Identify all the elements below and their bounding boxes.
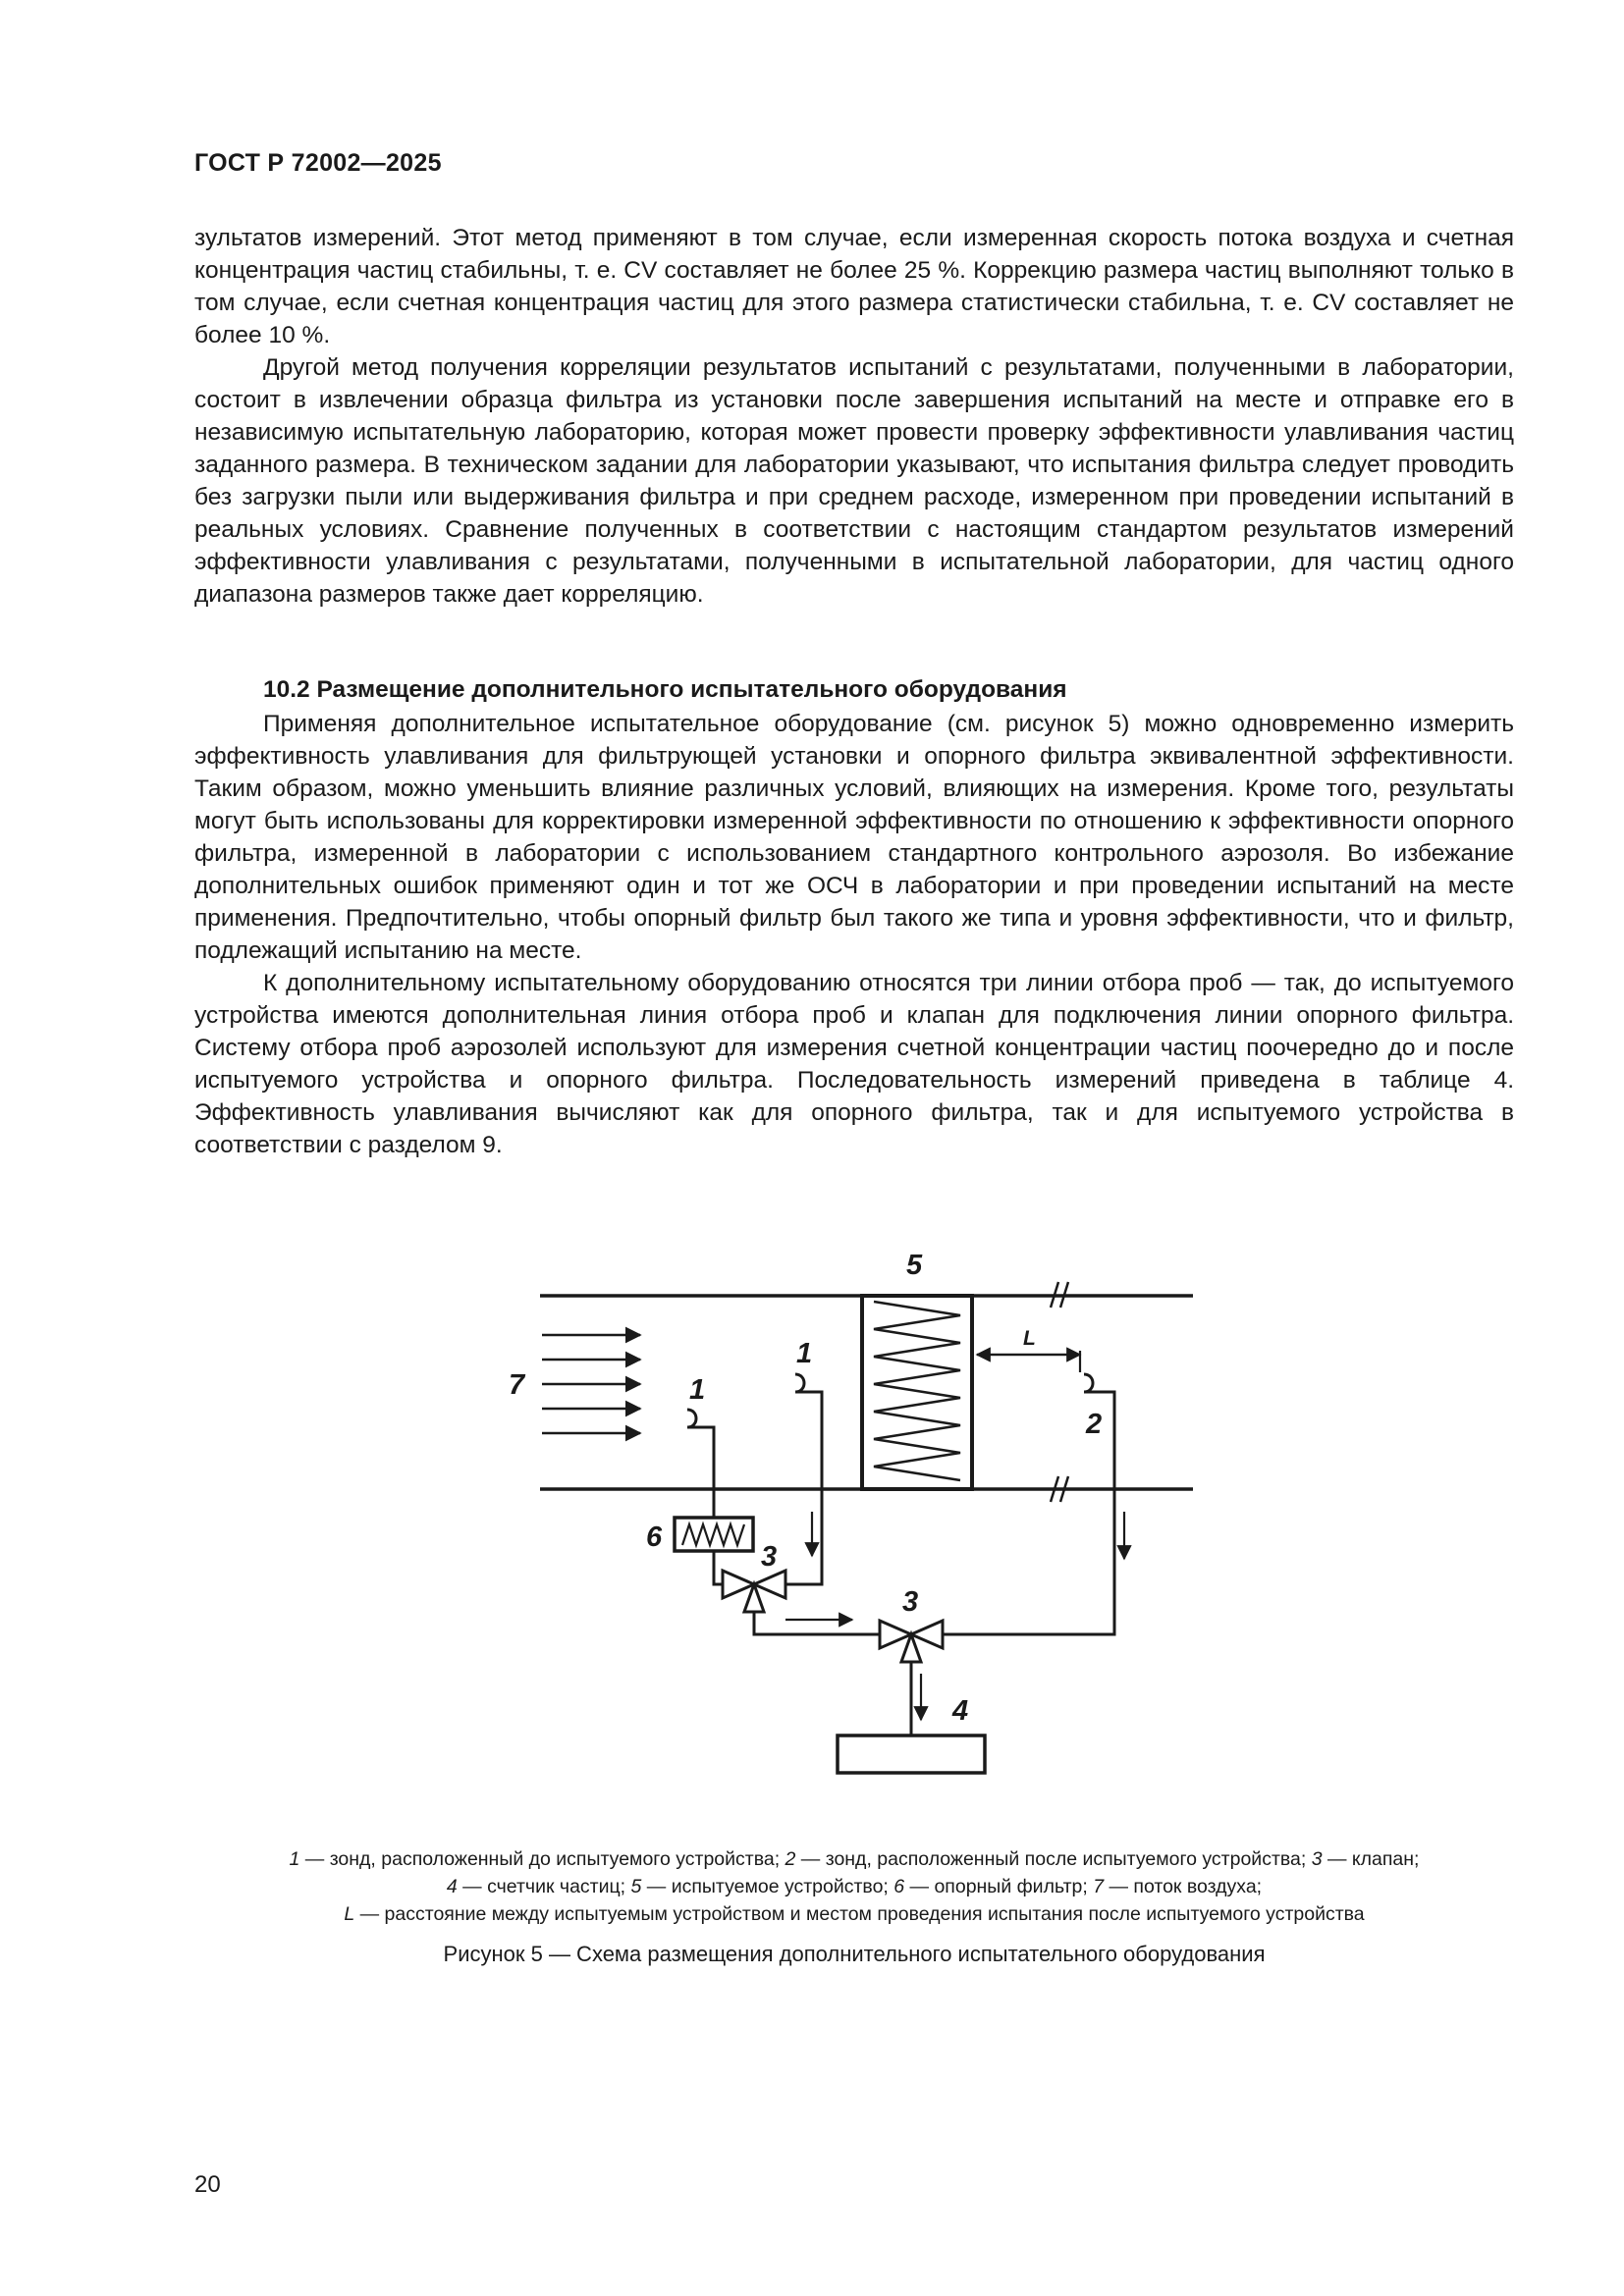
probe-downstream xyxy=(1084,1374,1093,1392)
legend-num: 1 xyxy=(289,1848,300,1870)
legend-text: — зонд, расположенный до испытуемого устройства; xyxy=(299,1848,785,1870)
legend-text: — счетчик частиц; xyxy=(457,1876,631,1897)
legend-line-3 xyxy=(194,1900,1514,1928)
section-heading-wrap xyxy=(194,673,1514,706)
figure-diagram xyxy=(491,1217,1237,1826)
body-text-block-2 xyxy=(194,708,1514,1161)
legend-num: 6 xyxy=(893,1876,905,1897)
page-number: 20 xyxy=(194,2171,221,2198)
label-1-upper: 1 xyxy=(796,1338,813,1369)
label-6: 6 xyxy=(646,1522,663,1553)
label-4: 4 xyxy=(952,1695,969,1727)
figure-caption: Рисунок 5 — Схема размещения дополнительного испытательного оборудования xyxy=(443,1942,1266,1966)
probe-upstream-upper xyxy=(795,1374,804,1392)
legend-text: — поток воздуха; xyxy=(1104,1876,1263,1897)
paragraph-2: Другой метод получения корреляции результатов испытаний с результатами, полученными в лаборатории, состоит в извлечении образца фильтра из установки после завершения испытаний на месте и отправке его в независимую испытательную лабораторию, которая может провести проверку эффективности улавливания частиц заданного размера. В техническом задании для лаборатории указывают, что испытания фильтра следует проводить без загрузки пыли или выдерживания фильтра и при среднем расходе, измеренном при проведении испытаний в реальных условиях. Сравнение полученных в соответствии с настоящим стандартом результатов измерений эффективности улавливания с результатами, полученными в испытательной лаборатории, для частиц одного диапазона размеров также дает корреляцию. xyxy=(194,354,1514,608)
airflow-arrows xyxy=(542,1335,640,1433)
legend-text: — клапан; xyxy=(1322,1848,1420,1870)
legend-num: 3 xyxy=(1311,1848,1323,1870)
label-3-first: 3 xyxy=(761,1541,778,1573)
label-5: 5 xyxy=(906,1250,923,1281)
legend-text: — расстояние между испытуемым устройством и местом проведения испытания после испытуемого устройства xyxy=(354,1903,1365,1925)
legend-num: L xyxy=(344,1903,355,1925)
figure-legend xyxy=(194,1845,1514,1928)
legend-num: 2 xyxy=(785,1848,796,1870)
body-text-block-1 xyxy=(194,222,1514,611)
legend-text: — опорный фильтр; xyxy=(904,1876,1094,1897)
section-heading: 10.2 Размещение дополнительного испытательного оборудования xyxy=(263,676,1067,703)
label-7: 7 xyxy=(509,1369,525,1401)
test-device-pleats xyxy=(874,1302,960,1480)
label-1-lower: 1 xyxy=(689,1374,706,1406)
legend-num: 5 xyxy=(630,1876,642,1897)
probe-upstream-lower xyxy=(687,1410,696,1427)
legend-text: — испытуемое устройство; xyxy=(641,1876,894,1897)
legend-text: — зонд, расположенный после испытуемого устройства; xyxy=(795,1848,1312,1870)
paragraph-3: Применяя дополнительное испытательное оборудование (см. рисунок 5) можно одновременно измерить эффективность улавливания для фильтрующей установки и опорного фильтра эквивалентной эффективности. Таким образом, можно уменьшить влияние различных условий, влияющих на измерения. Кроме того, результаты могут быть использованы для корректировки измеренной эффективности по отношению к эффективности опорного фильтра, измеренной в лаборатории с использованием стандартного контрольного аэрозоля. Во избежание дополнительных ошибок применяют один и тот же ОСЧ в лаборатории и при проведении испытаний на месте применения. Предпочтительно, чтобы опорный фильтр был такого же типа и уровня эффективности, что и фильтр, подлежащий испытанию на месте. xyxy=(194,711,1514,964)
legend-line-2 xyxy=(194,1873,1514,1900)
legend-num: 4 xyxy=(446,1876,458,1897)
paragraph-4: К дополнительному испытательному оборудованию относятся три линии отбора проб — так, до испытуемого устройства имеются дополнительная линия отбора проб и клапан для подключения линии опорного фильтра. Систему отбора проб аэрозолей используют для измерения счетной концентрации частиц поочередно до и после испытуемого устройства и опорного фильтра. Последовательность измерений приведена в таблице 4. Эффективность улавливания вычисляют как для опорного фильтра, так и для испытуемого устройства в соответствии с разделом 9. xyxy=(194,970,1514,1158)
legend-num: 7 xyxy=(1093,1876,1105,1897)
particle-counter xyxy=(838,1735,985,1773)
label-L: L xyxy=(1023,1327,1036,1350)
document-header: ГОСТ Р 72002—2025 xyxy=(194,149,442,177)
paragraph-1: зультатов измерений. Этот метод применяют в том случае, если измеренная скорость потока воздуха и счетная концентрация частиц стабильны, т. е. CV составляет не более 25 %. Коррекцию размера частиц выполняют только в том случае, если счетная концентрация частиц для этого размера статистически стабильна, т. е. CV составляет не более 10 %. xyxy=(194,225,1514,348)
label-3-second: 3 xyxy=(902,1586,919,1618)
legend-line-1 xyxy=(194,1845,1514,1873)
label-2: 2 xyxy=(1086,1409,1103,1440)
